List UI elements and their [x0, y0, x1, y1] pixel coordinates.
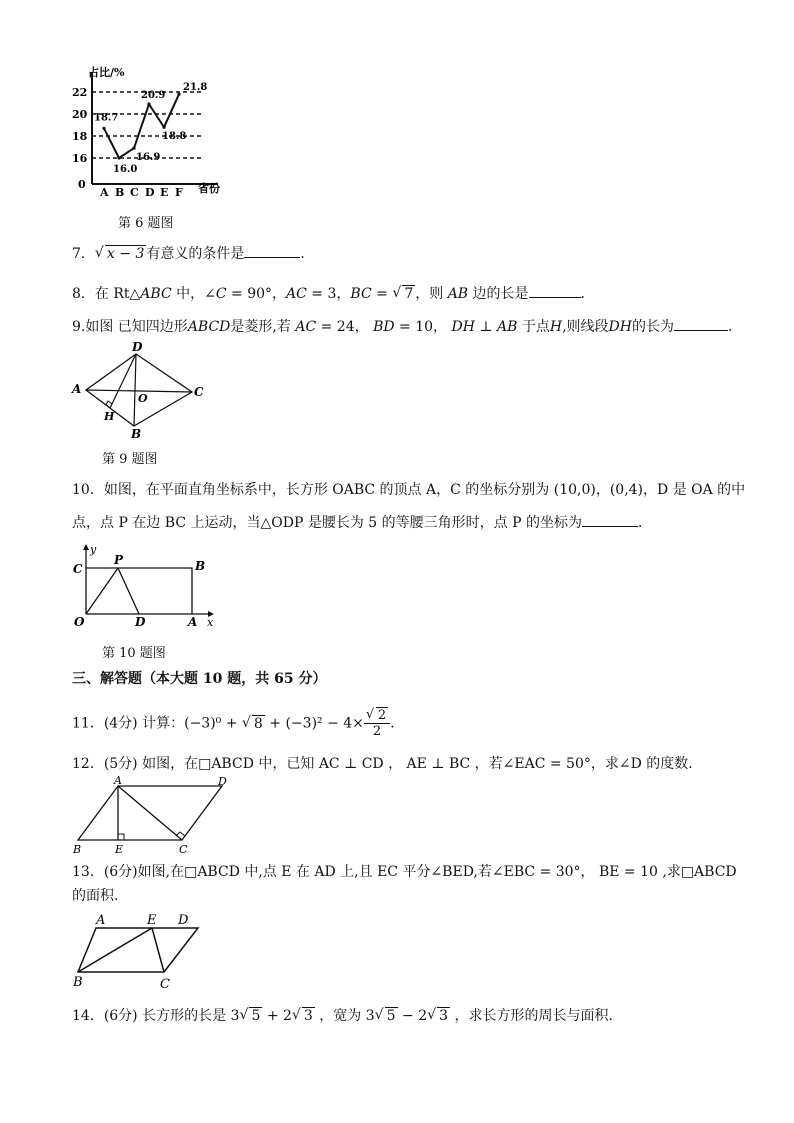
question-7: 7．√ x − 3 有意义的条件是 ． — [72, 242, 314, 266]
data-label: 21.8 — [183, 82, 208, 94]
fraction-sqrt2-over-2: √ $\frac{2}{2}$ — [364, 708, 390, 739]
parallelogram-abcd — [78, 928, 198, 972]
label-h: H — [104, 410, 115, 423]
label-b: B — [73, 843, 82, 856]
segment-op — [86, 568, 118, 614]
x-axis-label: 省份 — [198, 182, 220, 195]
y-tick-label: 16 — [72, 152, 88, 165]
fig10-caption: 第 10 题图 — [102, 646, 166, 661]
segment-be — [78, 928, 152, 972]
x-tick-label: B — [115, 186, 125, 198]
segment-dh — [110, 354, 136, 408]
x-tick-label: E — [160, 186, 169, 198]
y-tick-label: 20 — [72, 108, 88, 121]
answer-blank[interactable] — [529, 283, 581, 298]
y-axis-arrow — [83, 544, 89, 550]
fig9-caption: 第 9 题图 — [102, 452, 158, 467]
diagonal-bd — [134, 354, 136, 426]
label-d: D — [132, 340, 143, 354]
question-8: 8．在 Rt△ABC 中，∠C = 90°，AC = 3，BC = √ 7 ，则 AB 边的长是 ． — [72, 282, 595, 306]
y-tick-label: 22 — [72, 86, 88, 99]
label-d: D — [135, 615, 146, 629]
label-a: A — [114, 776, 122, 787]
data-point — [177, 93, 180, 96]
y-tick-label: 18 — [72, 130, 88, 143]
label-d: D — [178, 913, 189, 928]
question-14: 14．(6分) 长方形的长是 3√ 5 + 2√ 3 ，宽为 3√ 5 − 2√ 3 ，求长方形的周长与面积． — [72, 1004, 623, 1028]
x-tick-label: D — [145, 186, 155, 198]
question-13-line1: 13．(6分)如图,在□ABCD 中,点 E 在 AD 上,且 EC 平分∠BED,若∠EBC = 30°， BE = 10 ,求□ABCD — [72, 864, 737, 880]
sqrt-8: √ 8 — [242, 709, 265, 739]
data-point — [132, 147, 135, 150]
data-label: 18.8 — [162, 131, 187, 143]
fig9-rhombus — [70, 340, 210, 442]
y-axis-label: 占比/% — [88, 66, 125, 79]
data-label: 20.9 — [141, 90, 166, 102]
label-a: A — [188, 615, 198, 629]
question-11: 11．(4分) 计算：(−3)⁰ + √ 8 + (−3)² − 4× √ $\frac{2}{2}$ ． — [72, 708, 404, 739]
fig6-chart — [68, 66, 238, 198]
label-c: C — [194, 385, 204, 399]
label-o: O — [74, 615, 85, 629]
label-o: O — [138, 392, 148, 405]
data-label: 16.0 — [113, 164, 138, 175]
label-b: B — [131, 427, 142, 441]
chart-grid — [92, 92, 202, 158]
label-b: B — [195, 559, 206, 573]
label-p: P — [114, 553, 124, 567]
fig13-parallelogram — [70, 908, 210, 992]
x-tick-label: A — [100, 186, 109, 198]
label-x: x — [207, 616, 214, 629]
right-angle-mark-e — [118, 834, 124, 840]
data-point — [117, 156, 120, 159]
label-a: A — [96, 913, 106, 928]
label-c: C — [179, 843, 188, 856]
question-12: 12．(5分) 如图，在□ABCD 中，已知 AC ⊥ CD ， AE ⊥ BC ，若∠EAC = 50°，求∠D 的度数． — [72, 756, 703, 772]
answer-blank[interactable] — [582, 512, 638, 527]
segment-pd — [118, 568, 139, 614]
segment-ac — [118, 786, 182, 840]
question-9: 9.如图 已知四边形ABCD是菱形,若 AC = 24， BD = 10， DH ⊥ AB 于点H,则线段DH的长为 ． — [72, 315, 742, 339]
label-e: E — [147, 913, 157, 928]
fig10-rectangle — [70, 542, 220, 630]
question-13-line2: 的面积． — [72, 888, 128, 904]
label-b: B — [73, 975, 83, 990]
label-a: A — [72, 382, 82, 396]
data-label: 18.7 — [94, 112, 119, 124]
series-line — [104, 94, 179, 158]
label-d: D — [218, 776, 227, 788]
sqrt-7: √ 7 — [392, 282, 415, 306]
x-tick-label: F — [175, 186, 183, 198]
question-10-line2: 点，点 P 在边 BC 上运动，当△ODP 是腰长为 5 的等腰三角形时，点 P 的坐标为 ． — [72, 511, 652, 535]
fig12-parallelogram — [70, 776, 240, 858]
section-3-title: 三、解答题（本大题 10 题，共 65 分） — [72, 671, 327, 687]
data-label: 16.9 — [136, 152, 161, 164]
data-point — [102, 127, 105, 130]
fig6-caption: 第 6 题图 — [118, 216, 174, 231]
data-point — [147, 103, 150, 106]
label-c: C — [73, 562, 83, 576]
label-e: E — [115, 843, 124, 856]
answer-blank[interactable] — [674, 316, 728, 331]
segment-ec — [152, 928, 164, 972]
answer-blank[interactable] — [244, 243, 300, 258]
label-y: y — [90, 543, 97, 556]
x-tick-label: C — [130, 186, 139, 198]
sqrt-expr: √ x − 3 — [95, 242, 146, 266]
y-tick-label: 0 — [78, 178, 86, 191]
label-c: C — [160, 977, 170, 992]
question-10-line1: 10．如图，在平面直角坐标系中，长方形 OABC 的顶点 A，C 的坐标分别为 (10,0)，(0,4)，D 是 OA 的中 — [72, 482, 746, 498]
data-point — [162, 126, 165, 129]
